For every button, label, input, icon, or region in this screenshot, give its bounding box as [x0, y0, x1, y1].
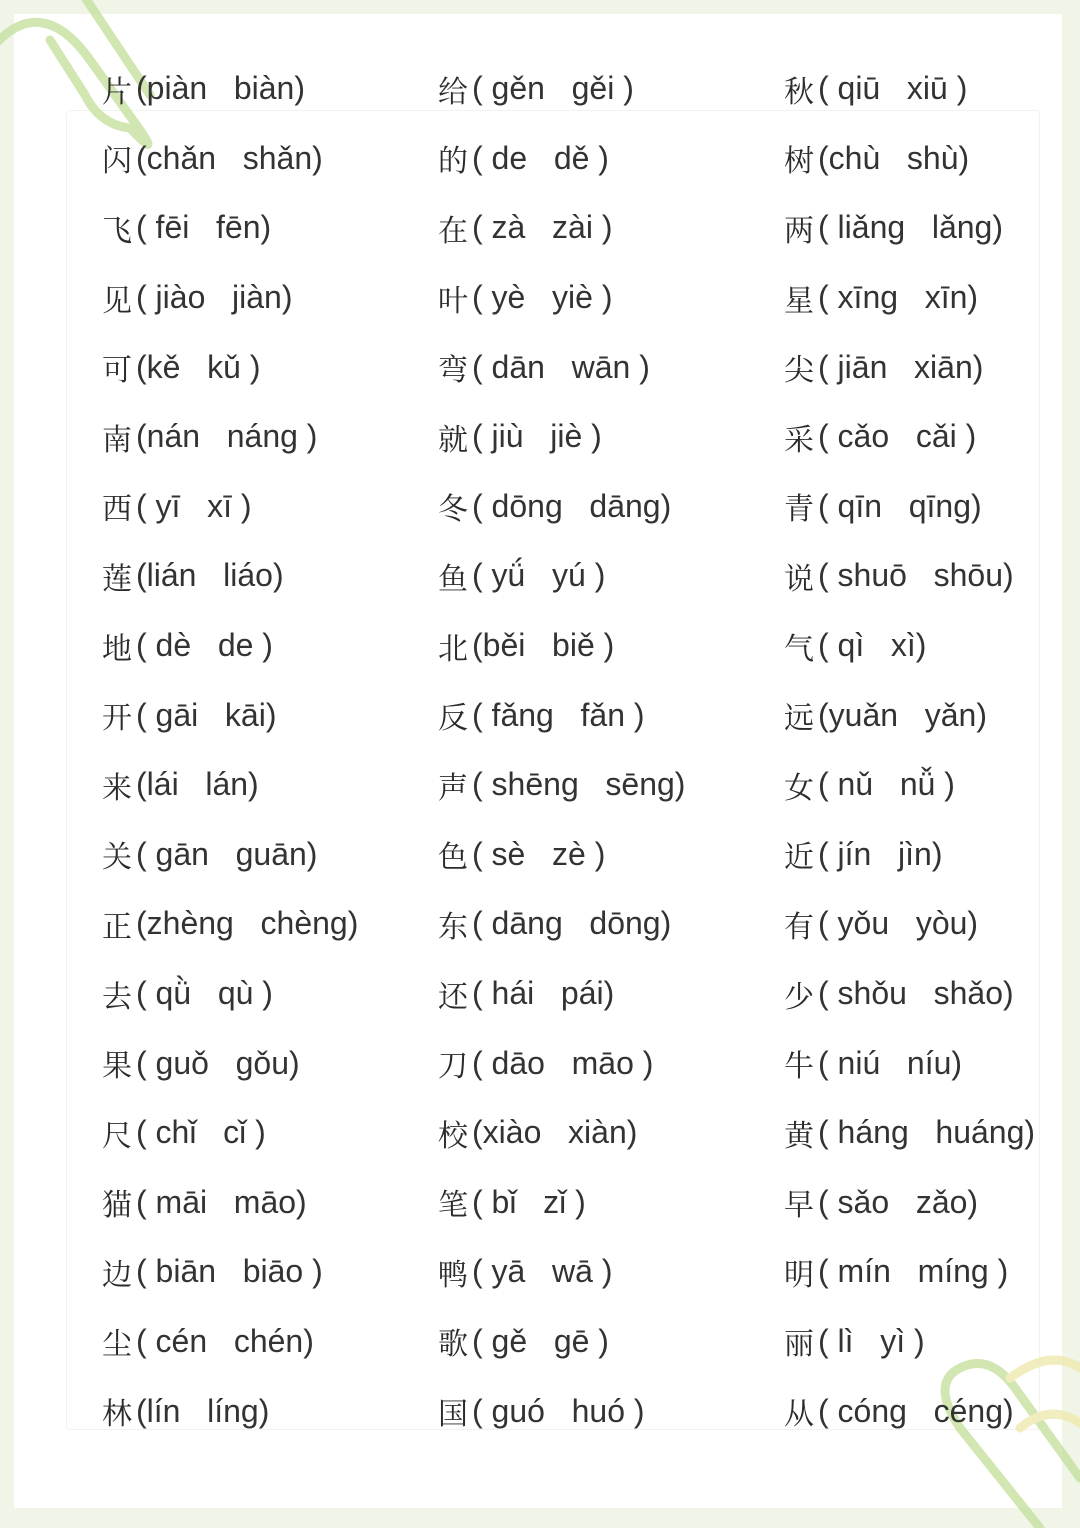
chinese-character: 少	[784, 979, 814, 1015]
chinese-character: 北	[438, 631, 468, 667]
chinese-character: 有	[784, 909, 814, 945]
pinyin-options: ( jiù jiè )	[472, 418, 602, 455]
chinese-character: 关	[102, 840, 132, 876]
pinyin-options: (piàn biàn)	[136, 70, 305, 107]
pinyin-entry	[784, 332, 1080, 402]
chinese-character: 片	[102, 74, 132, 110]
pinyin-entry	[102, 1307, 432, 1377]
pinyin-entry	[438, 1307, 768, 1377]
pinyin-options: ( shēng sēng)	[472, 766, 686, 803]
pinyin-options: ( xīng xīn)	[818, 279, 979, 316]
pinyin-entry	[102, 889, 432, 959]
pinyin-entry	[438, 193, 768, 263]
pinyin-entry	[102, 54, 432, 124]
pinyin-entry	[102, 472, 432, 542]
pinyin-options: ( yī xī )	[136, 487, 252, 524]
pinyin-options: ( fēi fēn)	[136, 209, 272, 246]
pinyin-entry	[438, 959, 768, 1029]
pinyin-entry	[784, 541, 1080, 611]
pinyin-entry	[102, 1028, 432, 1098]
pinyin-options: ( gāi kāi)	[136, 696, 277, 733]
pinyin-options: ( shǒu shǎo)	[818, 975, 1014, 1012]
chinese-character: 声	[438, 770, 468, 806]
pinyin-options: ( yǒu yòu)	[818, 905, 979, 942]
pinyin-entry	[784, 1028, 1080, 1098]
chinese-character: 猫	[102, 1188, 132, 1224]
pinyin-options: ( dān wān )	[472, 348, 650, 385]
pinyin-entry	[438, 750, 768, 820]
chinese-character: 远	[784, 701, 814, 737]
pinyin-entry	[784, 54, 1080, 124]
pinyin-entry	[102, 680, 432, 750]
pinyin-entry	[102, 820, 432, 890]
chinese-character: 秋	[784, 74, 814, 110]
pinyin-entry	[102, 124, 432, 194]
pinyin-options: ( gě gē )	[472, 1322, 609, 1359]
pinyin-entry	[102, 611, 432, 681]
pinyin-options: (nán náng )	[136, 418, 318, 455]
column-3	[784, 54, 1080, 1446]
pinyin-entry	[784, 959, 1080, 1029]
pinyin-options: ( jiān xiān)	[818, 348, 984, 385]
pinyin-options: ( shuō shōu)	[818, 557, 1014, 594]
chinese-character: 说	[784, 561, 814, 597]
pinyin-entry	[438, 263, 768, 333]
pinyin-options: (kě kǔ )	[136, 348, 261, 385]
chinese-character: 林	[102, 1397, 132, 1433]
chinese-character: 丽	[784, 1327, 814, 1363]
pinyin-options: ( qiū xiū )	[818, 70, 968, 107]
chinese-character: 国	[438, 1397, 468, 1433]
pinyin-options: ( hái pái)	[472, 975, 615, 1012]
pinyin-options: ( sè zè )	[472, 835, 606, 872]
pinyin-options: ( māi māo)	[136, 1183, 307, 1220]
pinyin-options: ( gān guān)	[136, 835, 318, 872]
chinese-character: 去	[102, 979, 132, 1015]
pinyin-entry	[438, 680, 768, 750]
pinyin-entry	[102, 402, 432, 472]
pinyin-options: ( bǐ zǐ )	[472, 1183, 586, 1220]
chinese-character: 地	[102, 631, 132, 667]
chinese-character: 近	[784, 840, 814, 876]
pinyin-entry	[438, 820, 768, 890]
chinese-character: 女	[784, 770, 814, 806]
pinyin-options: ( fǎng fǎn )	[472, 696, 645, 733]
chinese-character: 校	[438, 1118, 468, 1154]
chinese-character: 歌	[438, 1327, 468, 1363]
chinese-character: 早	[784, 1188, 814, 1224]
pinyin-entry	[438, 1376, 768, 1446]
pinyin-options: (lái lán)	[136, 766, 259, 803]
pinyin-options: ( qì xì)	[818, 627, 927, 664]
pinyin-entry	[784, 1098, 1080, 1168]
pinyin-options: ( cǎo cǎi )	[818, 418, 977, 455]
pinyin-entry	[102, 193, 432, 263]
pinyin-options: (zhèng chèng)	[136, 905, 359, 942]
chinese-character: 反	[438, 701, 468, 737]
chinese-character: 气	[784, 631, 814, 667]
pinyin-entry	[102, 1237, 432, 1307]
chinese-character: 莲	[102, 561, 132, 597]
pinyin-entry	[102, 263, 432, 333]
pinyin-options: ( nǔ nǚ )	[818, 766, 955, 803]
pinyin-options: (chǎn shǎn)	[136, 139, 323, 176]
pinyin-entry	[784, 402, 1080, 472]
pinyin-options: ( de dě )	[472, 139, 609, 176]
pinyin-options: ( yā wā )	[472, 1253, 613, 1290]
pinyin-options: ( dè de )	[136, 627, 273, 664]
pinyin-options: (lián liáo)	[136, 557, 284, 594]
pinyin-entry	[784, 820, 1080, 890]
pinyin-entry	[438, 472, 768, 542]
pinyin-options: ( niú níu)	[818, 1044, 963, 1081]
pinyin-entry	[784, 1237, 1080, 1307]
pinyin-entry	[784, 263, 1080, 333]
pinyin-options: ( biān biāo )	[136, 1253, 323, 1290]
chinese-character: 弯	[438, 353, 468, 389]
pinyin-options: (běi biě )	[472, 627, 615, 664]
pinyin-entry	[438, 54, 768, 124]
pinyin-entry	[102, 332, 432, 402]
pinyin-options: ( guó huó )	[472, 1392, 645, 1429]
chinese-character: 牛	[784, 1049, 814, 1085]
pinyin-options: ( dāng dōng)	[472, 905, 672, 942]
pinyin-options: ( chǐ cǐ )	[136, 1114, 266, 1151]
pinyin-entry	[102, 1168, 432, 1238]
chinese-character: 南	[102, 422, 132, 458]
pinyin-entry	[438, 889, 768, 959]
pinyin-entry	[102, 541, 432, 611]
pinyin-entry	[438, 611, 768, 681]
pinyin-options: ( dōng dāng)	[472, 487, 672, 524]
chinese-character: 可	[102, 353, 132, 389]
chinese-character: 边	[102, 1257, 132, 1293]
pinyin-options: ( liǎng lǎng)	[818, 209, 1003, 246]
chinese-character: 明	[784, 1257, 814, 1293]
chinese-character: 来	[102, 770, 132, 806]
pinyin-entry	[784, 889, 1080, 959]
chinese-character: 从	[784, 1397, 814, 1433]
pinyin-entry	[784, 1376, 1080, 1446]
chinese-character: 开	[102, 701, 132, 737]
chinese-character: 西	[102, 492, 132, 528]
pinyin-options: ( yè yiè )	[472, 279, 613, 316]
chinese-character: 尖	[784, 353, 814, 389]
pinyin-options: ( háng huáng)	[818, 1114, 1036, 1151]
chinese-character: 星	[784, 283, 814, 319]
chinese-character: 两	[784, 213, 814, 249]
chinese-character: 冬	[438, 492, 468, 528]
pinyin-options: (yuǎn yǎn)	[818, 696, 987, 733]
pinyin-options: ( cóng céng)	[818, 1392, 1014, 1429]
column-1	[102, 54, 432, 1446]
pinyin-entry	[438, 1028, 768, 1098]
pinyin-options: (lín líng)	[136, 1392, 270, 1429]
pinyin-entry	[784, 750, 1080, 820]
pinyin-options: ( mín míng )	[818, 1253, 1009, 1290]
chinese-character: 鸭	[438, 1257, 468, 1293]
pinyin-entry	[102, 1098, 432, 1168]
pinyin-entry	[102, 750, 432, 820]
chinese-character: 东	[438, 909, 468, 945]
pinyin-options: ( qǜ qù )	[136, 975, 273, 1012]
pinyin-entry	[102, 1376, 432, 1446]
pinyin-entry	[784, 1307, 1080, 1377]
pinyin-options: ( sǎo zǎo)	[818, 1183, 979, 1220]
pinyin-options: ( cén chén)	[136, 1322, 314, 1359]
pinyin-options: ( yǘ yú )	[472, 557, 606, 594]
chinese-character: 的	[438, 144, 468, 180]
pinyin-options: ( jín jìn)	[818, 835, 943, 872]
pinyin-options: ( guǒ gǒu)	[136, 1044, 300, 1081]
chinese-character: 就	[438, 422, 468, 458]
chinese-character: 飞	[102, 213, 132, 249]
pinyin-entry	[784, 1168, 1080, 1238]
pinyin-entry	[102, 959, 432, 1029]
chinese-character: 还	[438, 979, 468, 1015]
pinyin-entry	[784, 124, 1080, 194]
pinyin-entry	[438, 1237, 768, 1307]
chinese-character: 鱼	[438, 561, 468, 597]
pinyin-entry	[438, 332, 768, 402]
pinyin-entry	[784, 472, 1080, 542]
chinese-character: 正	[102, 909, 132, 945]
chinese-character: 尘	[102, 1327, 132, 1363]
pinyin-options: ( jiào jiàn)	[136, 279, 293, 316]
pinyin-options: ( gěn gěi )	[472, 70, 634, 107]
chinese-character: 闪	[102, 144, 132, 180]
chinese-character: 果	[102, 1049, 132, 1085]
pinyin-options: ( qīn qīng)	[818, 487, 982, 524]
pinyin-entry	[438, 1098, 768, 1168]
chinese-character: 色	[438, 840, 468, 876]
pinyin-entry	[438, 541, 768, 611]
pinyin-options: ( dāo māo )	[472, 1044, 654, 1081]
pinyin-options: (chù shù)	[818, 139, 970, 176]
pinyin-entry	[438, 124, 768, 194]
pinyin-options: (xiào xiàn)	[472, 1114, 638, 1151]
column-2	[438, 54, 768, 1446]
chinese-character: 叶	[438, 283, 468, 319]
chinese-character: 采	[784, 422, 814, 458]
pinyin-options: ( zà zài )	[472, 209, 613, 246]
chinese-character: 青	[784, 492, 814, 528]
pinyin-entry	[438, 402, 768, 472]
pinyin-options: ( lì yì )	[818, 1322, 925, 1359]
chinese-character: 笔	[438, 1188, 468, 1224]
chinese-character: 刀	[438, 1049, 468, 1085]
pinyin-entry	[784, 611, 1080, 681]
pinyin-entry	[784, 193, 1080, 263]
chinese-character: 给	[438, 74, 468, 110]
chinese-character: 见	[102, 283, 132, 319]
pinyin-entry	[438, 1168, 768, 1238]
chinese-character: 尺	[102, 1118, 132, 1154]
chinese-character: 树	[784, 144, 814, 180]
chinese-character: 黄	[784, 1118, 814, 1154]
chinese-character: 在	[438, 213, 468, 249]
pinyin-entry	[784, 680, 1080, 750]
